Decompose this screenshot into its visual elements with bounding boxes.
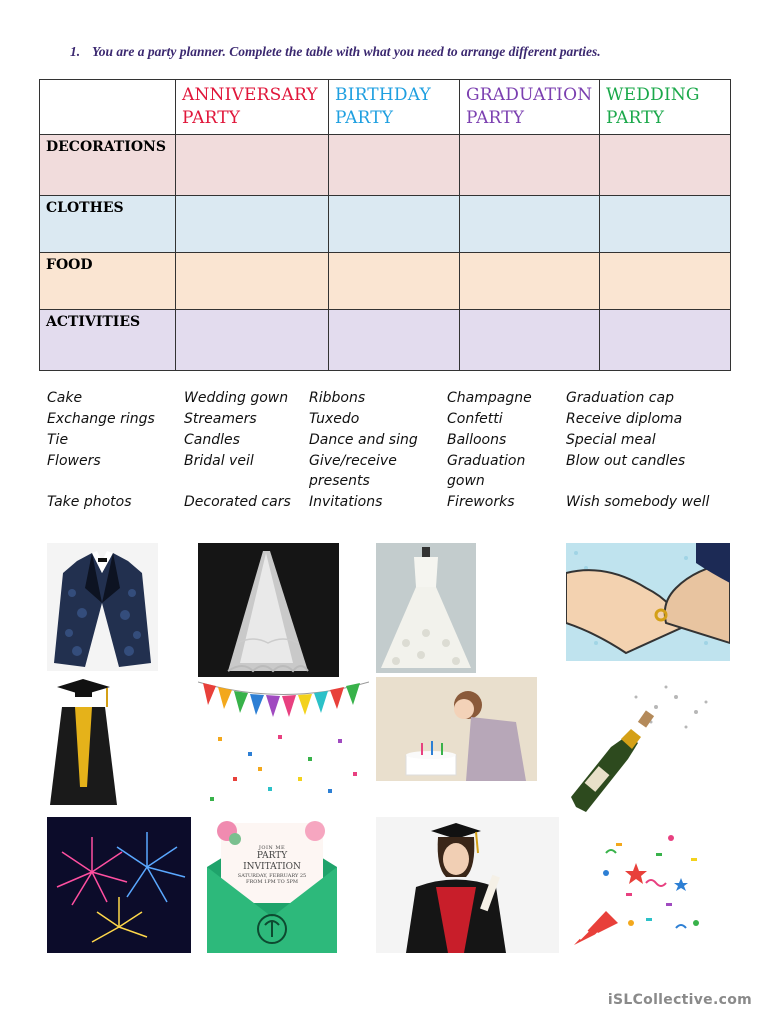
word-item: Balloons [447, 432, 507, 448]
header-birthday: BIRTHDAY PARTY [329, 80, 460, 135]
answer-cell[interactable] [176, 196, 329, 253]
word-item: Invitations [309, 494, 383, 510]
champagne-image [566, 677, 730, 816]
word-item: Tie [47, 432, 69, 448]
receive-diploma-image [376, 817, 559, 953]
word-item: Confetti [447, 411, 503, 427]
row-label-food: FOOD [40, 253, 176, 310]
row-label-activities: ACTIVITIES [40, 310, 176, 371]
bridal-veil-image [198, 543, 339, 677]
tuxedo-image [47, 543, 158, 671]
word-item: Graduation gown [447, 453, 526, 489]
header-anniversary: ANNIVERSARY PARTY [176, 80, 329, 135]
word-item: Champagne [447, 390, 532, 406]
answer-cell[interactable] [600, 310, 731, 371]
invitation-title: PARTY INVITATION [243, 851, 301, 872]
table-row [40, 135, 731, 196]
answer-cell[interactable] [329, 253, 460, 310]
envelope-icon [205, 817, 339, 955]
fireworks-icon [47, 817, 191, 953]
header-graduation: GRADUATION PARTY [460, 80, 600, 135]
answer-cell[interactable] [460, 135, 600, 196]
word-item: Candles [184, 432, 240, 448]
answer-cell[interactable] [329, 310, 460, 371]
answer-cell[interactable] [460, 310, 600, 371]
invitation-join-text: JOIN ME [258, 845, 286, 851]
word-item: Flowers [47, 453, 101, 469]
party-planner-table [39, 79, 731, 371]
answer-cell[interactable] [176, 310, 329, 371]
graduation-gown-icon [47, 677, 120, 809]
word-item: Receive diploma [566, 411, 683, 427]
word-item: Exchange rings [47, 411, 155, 427]
row-label-clothes: CLOTHES [40, 196, 176, 253]
word-item: Streamers [184, 411, 257, 427]
word-item: Special meal [566, 432, 656, 448]
blow-out-candles-image [376, 677, 537, 781]
answer-cell[interactable] [176, 253, 329, 310]
tuxedo-icon [47, 543, 158, 671]
word-item: Cake [47, 390, 83, 406]
word-item: Give/receive presents [309, 453, 397, 489]
answer-cell[interactable] [176, 135, 329, 196]
fireworks-image [47, 817, 191, 953]
header-empty-cell [40, 80, 176, 135]
word-item: Take photos [47, 494, 132, 510]
bunting-icon [198, 677, 369, 809]
champagne-bottle-icon [566, 677, 730, 816]
table-header-row [40, 80, 731, 135]
instructions [70, 44, 730, 59]
word-item: Blow out candles [566, 453, 686, 469]
answer-cell[interactable] [329, 196, 460, 253]
word-item: Bridal veil [184, 453, 254, 469]
veil-icon [198, 543, 339, 677]
word-item: Ribbons [309, 390, 366, 406]
row-label-decorations: DECORATIONS [40, 135, 176, 196]
gown-icon [376, 543, 476, 673]
graduation-gown-image [47, 677, 120, 809]
exchange-rings-image [566, 543, 730, 661]
header-wedding: WEDDING PARTY [600, 80, 731, 135]
answer-cell[interactable] [329, 135, 460, 196]
instruction-text: You are a party planner. Complete the table with what you need to arrange different parties. [92, 44, 601, 59]
party-popper-icon [566, 823, 710, 955]
answer-cell[interactable] [460, 196, 600, 253]
answer-cell[interactable] [600, 196, 731, 253]
instruction-number: 1. [70, 44, 81, 59]
answer-cell[interactable] [460, 253, 600, 310]
answer-cell[interactable] [600, 135, 731, 196]
answer-cell[interactable] [600, 253, 731, 310]
word-item: Fireworks [447, 494, 515, 510]
invitation-image [205, 817, 339, 955]
invitation-date: SATURDAY, FEBRUARY 25 [237, 873, 307, 879]
table-row [40, 196, 731, 253]
rings-hands-icon [566, 543, 730, 661]
graduate-icon [376, 817, 559, 953]
streamers-image [198, 677, 369, 809]
word-item: Wedding gown [184, 390, 289, 406]
word-item: Wish somebody well [566, 494, 710, 510]
word-item: Tuxedo [309, 411, 360, 427]
invitation-time: FROM 1PM TO 5PM [246, 879, 298, 885]
word-item: Graduation cap [566, 390, 674, 406]
word-item: Dance and sing [309, 432, 418, 448]
confetti-image [566, 823, 710, 955]
table-row [40, 253, 731, 310]
wedding-gown-image [376, 543, 476, 673]
word-item: Decorated cars [184, 494, 291, 510]
word-bank [0, 388, 768, 518]
watermark: iSLCollective.com [607, 992, 752, 1008]
birthday-cake-icon [376, 677, 537, 781]
table-row [40, 310, 731, 371]
